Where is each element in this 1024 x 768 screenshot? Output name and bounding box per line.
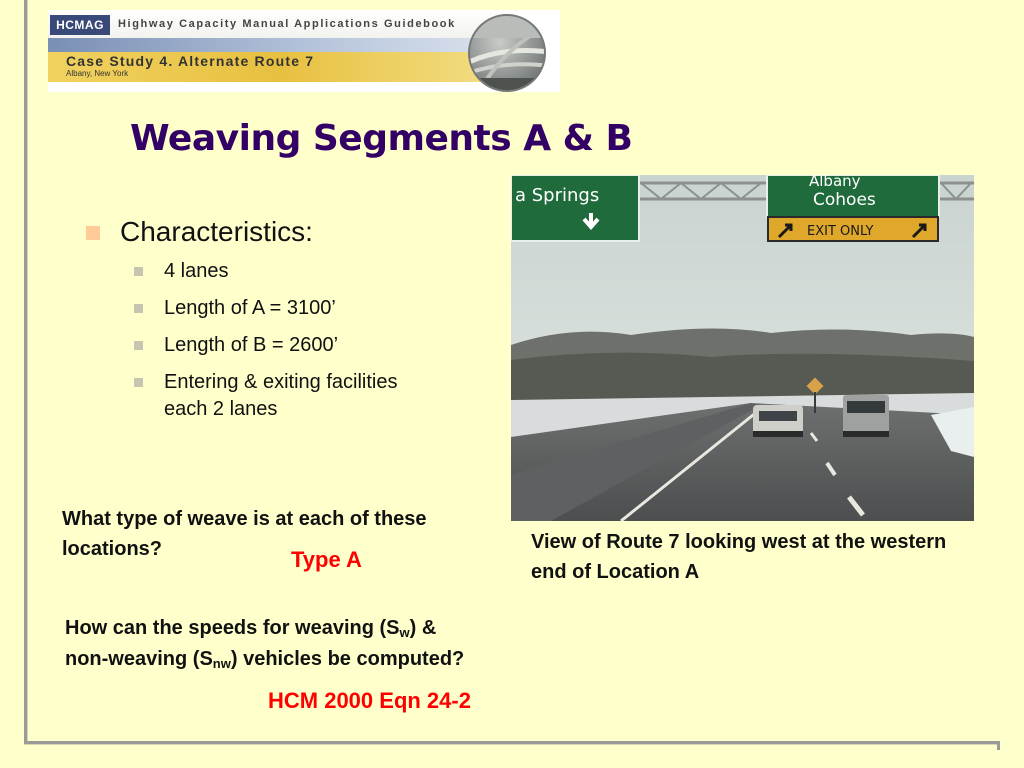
slide-title: Weaving Segments A & B <box>130 118 633 159</box>
case-study-location: Albany, New York <box>66 69 129 78</box>
sub-bullet-text: Entering & exiting facilities <box>164 371 398 393</box>
bullet-characteristics <box>82 214 397 250</box>
frame-corner <box>997 744 1000 750</box>
hcmag-logo: HCMAG <box>50 15 110 35</box>
question-speeds <box>65 613 485 675</box>
route-7-photo <box>511 175 974 521</box>
sub-bullet-square-icon <box>134 341 143 350</box>
sub-bullet-text: Length of B = 2600’ <box>164 334 339 356</box>
sign-right-mid-text: Cohoes <box>813 190 876 210</box>
sub-bullet-item <box>82 332 397 359</box>
photo-caption: View of Route 7 looking west at the western end of Location A <box>531 531 947 583</box>
sub-bullet-square-icon <box>134 267 143 276</box>
bullet-characteristics-label: Characteristics: <box>120 216 313 247</box>
question-speeds-part1: How can the speeds for weaving (S <box>65 617 400 639</box>
sign-right-top-text: Albany <box>809 175 861 190</box>
subscript-w: w <box>399 625 410 640</box>
sub-bullet-square-icon <box>134 304 143 313</box>
sub-bullet-list <box>82 258 397 423</box>
bullet-square-icon <box>86 226 100 240</box>
sub-bullet-item <box>82 295 397 322</box>
banner-stripe <box>48 38 513 52</box>
sub-bullet-text-continued: each 2 lanes <box>164 398 278 420</box>
header-banner <box>48 10 560 92</box>
sub-bullet-text: Length of A = 3100’ <box>164 297 336 319</box>
exit-only-text: EXIT ONLY <box>807 224 874 239</box>
sub-bullet-text: 4 lanes <box>164 260 229 282</box>
subscript-nw: nw <box>212 656 231 671</box>
frame-bottom-line <box>24 741 1000 744</box>
characteristics-list <box>82 214 397 423</box>
answer-type-a: Type A <box>291 547 362 572</box>
banner-subtitle: Highway Capacity Manual Applications Guidebook <box>118 18 456 30</box>
sub-bullet-square-icon <box>134 378 143 387</box>
sub-bullet-item <box>82 258 397 285</box>
answer-hcm-equation: HCM 2000 Eqn 24-2 <box>268 688 471 713</box>
interchange-photo-icon <box>468 14 546 92</box>
sub-bullet-item <box>82 369 397 423</box>
question-speeds-part2: ) & non-weaving (S <box>65 617 437 670</box>
question-speeds-part3: ) vehicles be computed? <box>230 648 465 670</box>
sign-left-text: a Springs <box>515 185 600 206</box>
question-weave-type: What type of weave is at each of these locations? <box>62 508 427 560</box>
case-study-bar <box>48 52 513 82</box>
case-study-title: Case Study 4. Alternate Route 7 <box>66 53 315 69</box>
frame-left-line <box>24 0 27 744</box>
